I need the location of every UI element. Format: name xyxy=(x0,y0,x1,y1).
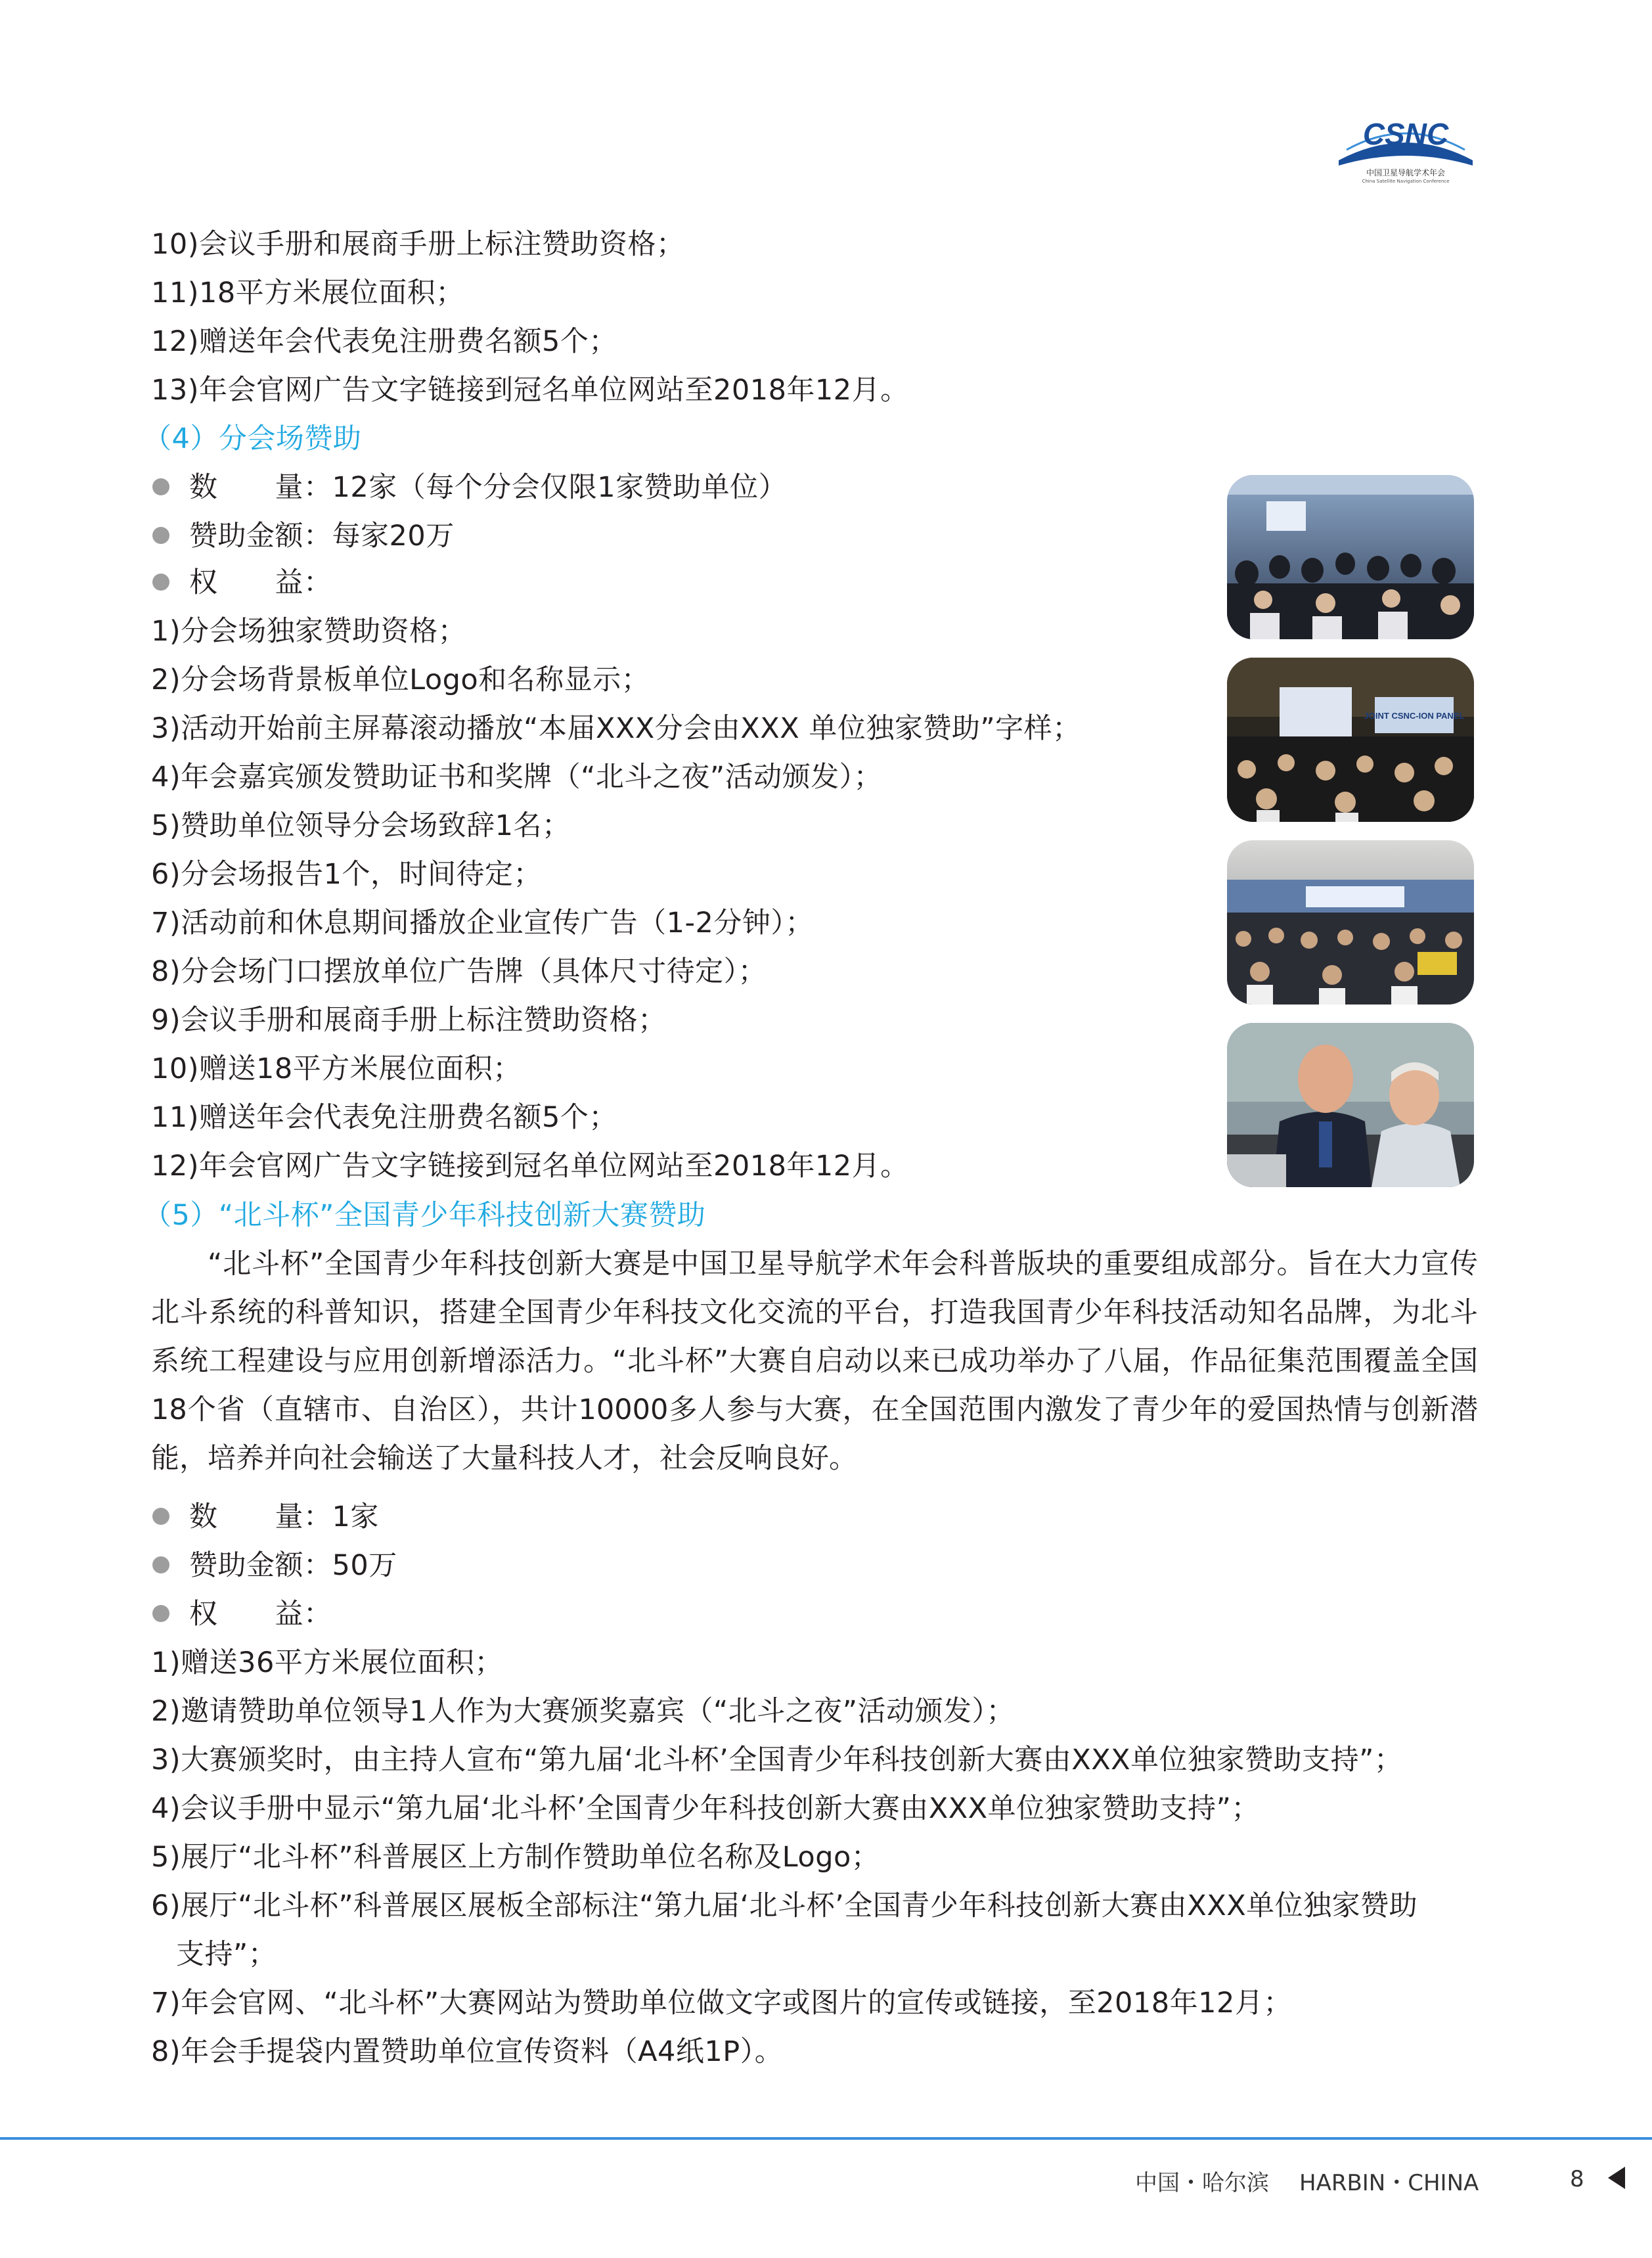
previous-page-triangle-icon xyxy=(1608,2167,1625,2189)
section4-item: 7)活动前和休息期间播放企业宣传广告（1-2分钟）； xyxy=(151,907,814,939)
section4-item: 12)年会官网广告文字链接到冠名单位网站至2018年12月。 xyxy=(151,1150,909,1183)
section5-item: 1)赠送36平方米展位面积； xyxy=(151,1646,503,1679)
section4-item: 11)赠送年会代表免注册费名额5个； xyxy=(151,1101,617,1134)
csnc-logo xyxy=(1333,112,1478,184)
section4-item: 6)分会场报告1个，时间待定； xyxy=(151,858,542,891)
section5-item: 6)展厅“北斗杯”科普展区展板全部标注“第九届‘北斗杯’全国青少年科技创新大赛由XXX单位独家赞助 xyxy=(151,1889,1418,1922)
bullet-text: 数 量：1家 xyxy=(189,1501,379,1533)
section4-item: 4)年会嘉宾颁发赞助证书和奖牌（“北斗之夜”活动颁发）； xyxy=(151,761,883,794)
section5-heading: （5）“北斗杯”全国青少年科技创新大赛赞助 xyxy=(143,1199,706,1232)
section5-item: 8)年会手提袋内置赞助单位宣传资料（A4纸1P）。 xyxy=(151,2035,784,2068)
bullet-dot xyxy=(152,478,169,495)
bullet-text: 赞助金额：每家20万 xyxy=(189,520,455,553)
page-number: 8 xyxy=(1570,2166,1584,2192)
bullet-dot xyxy=(152,574,169,591)
footer-location-cn: 中国・哈尔滨 xyxy=(1135,2170,1269,2196)
bullet-text: 数 量：12家（每个分会仅限1家赞助单位） xyxy=(189,471,788,504)
section4-item: 9)会议手册和展商手册上标注赞助资格； xyxy=(151,1004,667,1037)
top-list-item: 12)赠送年会代表免注册费名额5个； xyxy=(151,325,617,358)
bullet-dot xyxy=(152,1605,169,1622)
bullet-text: 权 益： xyxy=(189,566,332,599)
section4-bullet-amount xyxy=(152,512,455,560)
bullet-text: 权 益： xyxy=(189,1598,332,1631)
section4-item: 3)活动开始前主屏幕滚动播放“本届XXX分会由XXX 单位独家赞助”字样； xyxy=(151,712,1081,745)
section5-bullet-amount xyxy=(152,1541,397,1590)
footer-rule xyxy=(0,2137,1652,2140)
section5-item: 3)大赛颁奖时，由主持人宣布“第九届‘北斗杯’全国青少年科技创新大赛由XXX单位独家赞助支持”； xyxy=(151,1744,1403,1776)
section5-item-continued: 支持”； xyxy=(176,1938,277,1971)
section5-paragraph: “北斗杯”全国青少年科技创新大赛是中国卫星导航学术年会科普版块的重要组成部分。旨在大力宣传北斗系统的科普知识，搭建全国青少年科技文化交流的平台，打造我国青少年科技活动知名品牌，为北斗系统工程建设与应用创新增添活力。“北斗杯”大赛自启动以来已成功举办了八届，作品征集范围覆盖全国18个省（直辖市、自治区），共计10000多人参与大赛，在全国范围内激发了青少年的爱国热情与创新潜能，培养并向社会输送了大量科技人才，社会反响良好。 xyxy=(151,1248,1478,1475)
logo-subtitle-cn: 中国卫星导航学术年会 xyxy=(1366,168,1446,177)
panel-session-photo xyxy=(1227,658,1474,822)
bullet-dot xyxy=(152,1508,169,1525)
section4-heading: （4）分会场赞助 xyxy=(143,422,362,455)
section4-item: 8)分会场门口摆放单位广告牌（具体尺寸待定）； xyxy=(151,955,767,988)
footer-location-en: HARBIN・CHINA xyxy=(1299,2170,1479,2196)
section5-bullet-quantity xyxy=(152,1493,379,1541)
section4-item: 5)赞助单位领导分会场致辞1名； xyxy=(151,809,571,842)
section4-bullet-rights xyxy=(152,558,332,607)
top-list-item: 10)会议手册和展商手册上标注赞助资格； xyxy=(151,228,685,261)
photo-banner-text: JOINT CSNC-ION PANEL xyxy=(1364,711,1465,721)
top-list-item: 13)年会官网广告文字链接到冠名单位网站至2018年12月。 xyxy=(151,374,909,407)
bullet-text: 赞助金额：50万 xyxy=(189,1549,397,1582)
hall-session-photo xyxy=(1227,840,1474,1005)
bullet-dot xyxy=(152,527,169,544)
discussion-photo xyxy=(1227,1023,1474,1187)
section5-item: 4)会议手册中显示“第九届‘北斗杯’全国青少年科技创新大赛由XXX单位独家赞助支持”； xyxy=(151,1792,1260,1825)
section5-bullet-rights xyxy=(152,1590,332,1638)
top-list-item: 11)18平方米展位面积； xyxy=(151,277,464,309)
logo-text: CSNC xyxy=(1362,117,1449,151)
section5-item: 5)展厅“北斗杯”科普展区上方制作赞助单位名称及Logo； xyxy=(151,1841,880,1874)
section4-item: 1)分会场独家赞助资格； xyxy=(151,615,467,648)
section4-item: 2)分会场背景板单位Logo和名称显示； xyxy=(151,664,650,696)
conference-audience-photo xyxy=(1227,475,1474,639)
section4-item: 10)赠送18平方米展位面积； xyxy=(151,1052,522,1085)
section5-item: 2)邀请赞助单位领导1人作为大赛颁奖嘉宾（“北斗之夜”活动颁发）； xyxy=(151,1695,1016,1728)
section4-bullet-quantity xyxy=(152,463,787,512)
section5-item: 7)年会官网、“北斗杯”大赛网站为赞助单位做文字或图片的宣传或链接，至2018年12月； xyxy=(151,1987,1292,2020)
bullet-dot xyxy=(152,1556,169,1573)
logo-subtitle-en: China Satellite Navigation Conference xyxy=(1362,179,1450,184)
